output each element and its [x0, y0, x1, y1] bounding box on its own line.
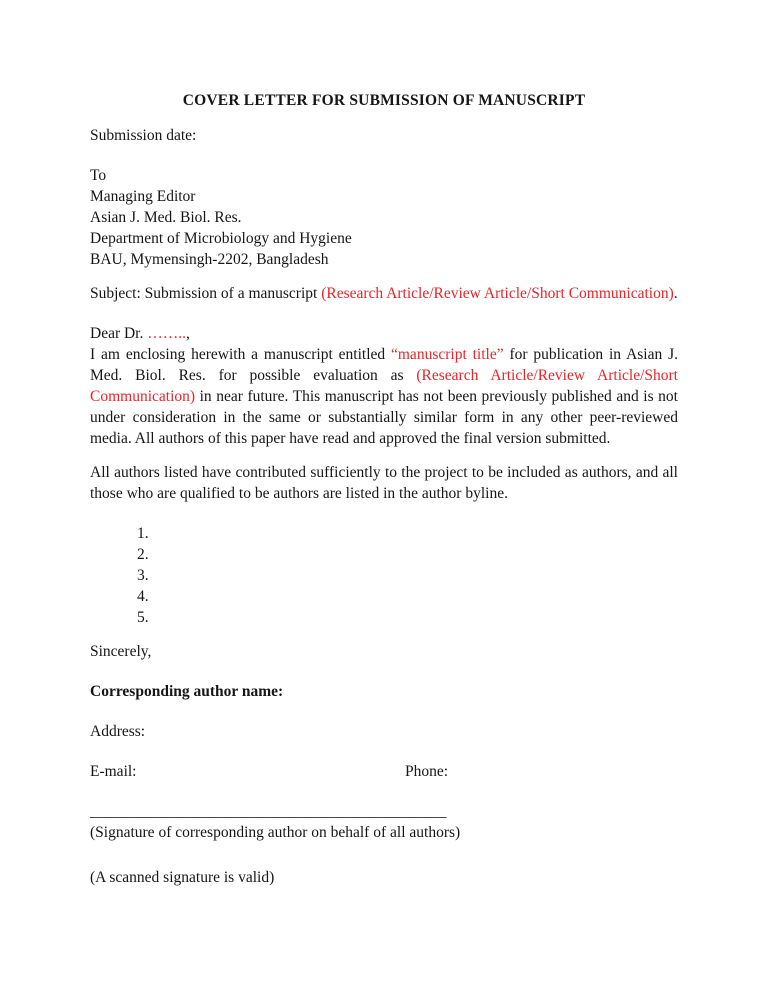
corresponding-author-label: Corresponding author name: — [90, 683, 284, 700]
recipient-line-university: BAU, Mymensingh-2202, Bangladesh — [90, 251, 329, 268]
phone-label: Phone: — [405, 763, 449, 780]
author-list-item-5: 5. — [137, 609, 149, 626]
paragraph1-part1: I am enclosing herewith a manuscript entitled — [90, 346, 391, 363]
recipient-block — [90, 165, 678, 270]
body-paragraph-2: All authors listed have contributed sufficiently to the project to be included as authors, and all those who are qualified to be authors are listed in the author byline. — [90, 464, 678, 502]
subject-article-type: (Research Article/Review Article/Short Communication) — [321, 285, 674, 302]
signature-line: ______________________________________________ — [90, 803, 447, 820]
paragraph1-part2: for publication in Asian J. Med. Biol. Res. for possible evaluation as — [90, 346, 678, 384]
body-paragraph-1 — [90, 323, 678, 449]
author-numbered-list — [90, 523, 678, 628]
recipient-salutation: To — [90, 167, 107, 184]
enclosure-paragraph — [90, 344, 678, 449]
submission-date-label: Submission date: — [90, 127, 197, 144]
subject-prefix: Subject: Submission of a manuscript — [90, 285, 322, 302]
greeting-line — [90, 323, 678, 344]
author-list-item-1: 1. — [137, 525, 149, 542]
paragraph1-part3: in near future. This manuscript has not been previously published and is not under consideration in the same or substantially similar form in any other peer-reviewed media. All authors of this paper have read and approved the final version submitted. — [90, 388, 678, 447]
address-label: Address: — [90, 723, 146, 740]
email-phone-row — [90, 761, 678, 782]
greeting-prefix: Dear Dr. — [90, 325, 148, 342]
author-list-item-4: 4. — [137, 588, 149, 605]
subject-line — [90, 283, 678, 304]
document-title: COVER LETTER FOR SUBMISSION OF MANUSCRIPT — [182, 92, 586, 109]
subject-suffix: . — [673, 285, 678, 302]
recipient-line-journal: Asian J. Med. Biol. Res. — [90, 209, 242, 226]
recipient-line-department: Department of Microbiology and Hygiene — [90, 230, 352, 247]
author-list-item-2: 2. — [137, 546, 149, 563]
manuscript-title-placeholder: “manuscript title” — [391, 346, 504, 363]
signature-block — [90, 801, 678, 888]
paragraph1-article-type: (Research Article/Review Article/Short Communication) — [90, 367, 678, 405]
greeting-name-placeholder: …….. — [147, 325, 186, 342]
recipient-line-editor: Managing Editor — [90, 188, 196, 205]
greeting-suffix: , — [186, 325, 190, 342]
author-list-item-3: 3. — [137, 567, 149, 584]
closing-line: Sincerely, — [90, 643, 152, 660]
email-label: E-mail: — [90, 763, 137, 780]
scanned-signature-note: (A scanned signature is valid) — [90, 869, 275, 886]
signature-caption: (Signature of corresponding author on behalf of all authors) — [90, 824, 461, 841]
